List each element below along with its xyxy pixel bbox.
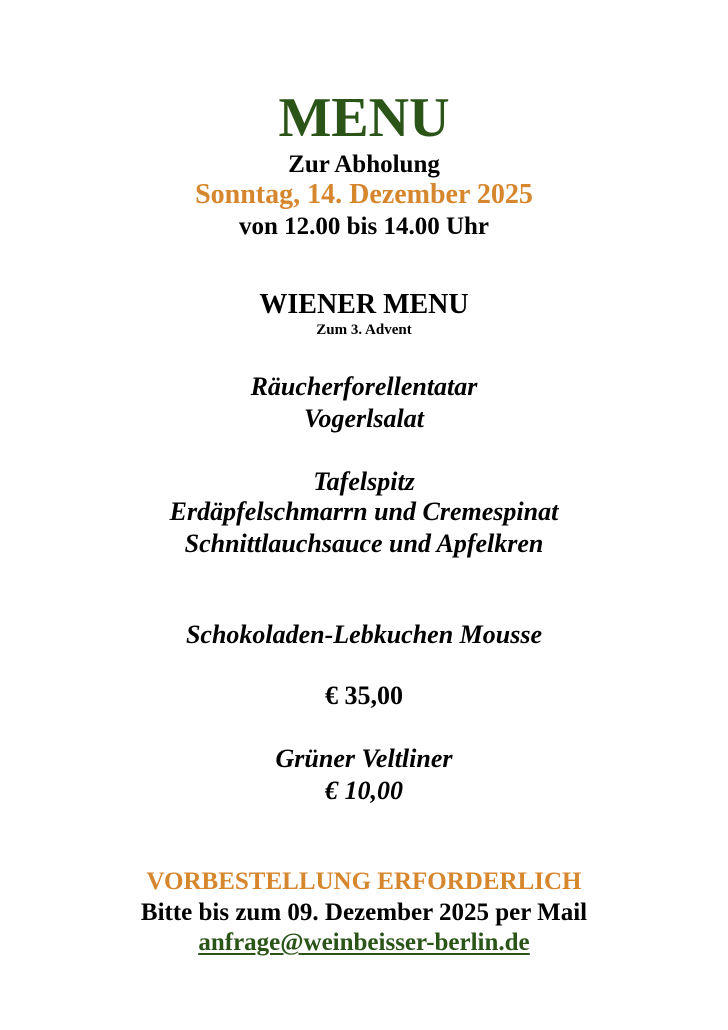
wine-name: Grüner Veltliner xyxy=(275,744,453,773)
menu-name: WIENER MENU xyxy=(259,289,469,320)
pickup-label: Zur Abholung xyxy=(288,151,440,178)
email-link[interactable]: anfrage@weinbeisser-berlin.de xyxy=(198,929,530,956)
preorder-notice: VORBESTELLUNG ERFORDERLICH xyxy=(146,868,582,895)
event-date: Sonntag, 14. Dezember 2025 xyxy=(195,179,533,210)
course-starter-side: Vogerlsalat xyxy=(304,404,424,433)
menu-occasion: Zum 3. Advent xyxy=(316,322,412,338)
wine-price: € 10,00 xyxy=(325,776,403,805)
email-link-wrapper xyxy=(0,928,728,958)
course-main-sauce: Schnittlauchsauce und Apfelkren xyxy=(184,529,544,558)
page-title: MENU xyxy=(278,87,450,149)
course-main-dish: Tafelspitz xyxy=(313,467,415,496)
pickup-time: von 12.00 bis 14.00 Uhr xyxy=(238,213,490,240)
course-starter-dish: Räucherforellentatar xyxy=(250,372,478,401)
menu-price: € 35,00 xyxy=(325,681,403,710)
course-dessert: Schokoladen-Lebkuchen Mousse xyxy=(185,620,543,649)
order-deadline: Bitte bis zum 09. Dezember 2025 per Mail xyxy=(140,899,588,926)
course-main-side: Erdäpfelschmarrn und Cremespinat xyxy=(169,497,559,526)
